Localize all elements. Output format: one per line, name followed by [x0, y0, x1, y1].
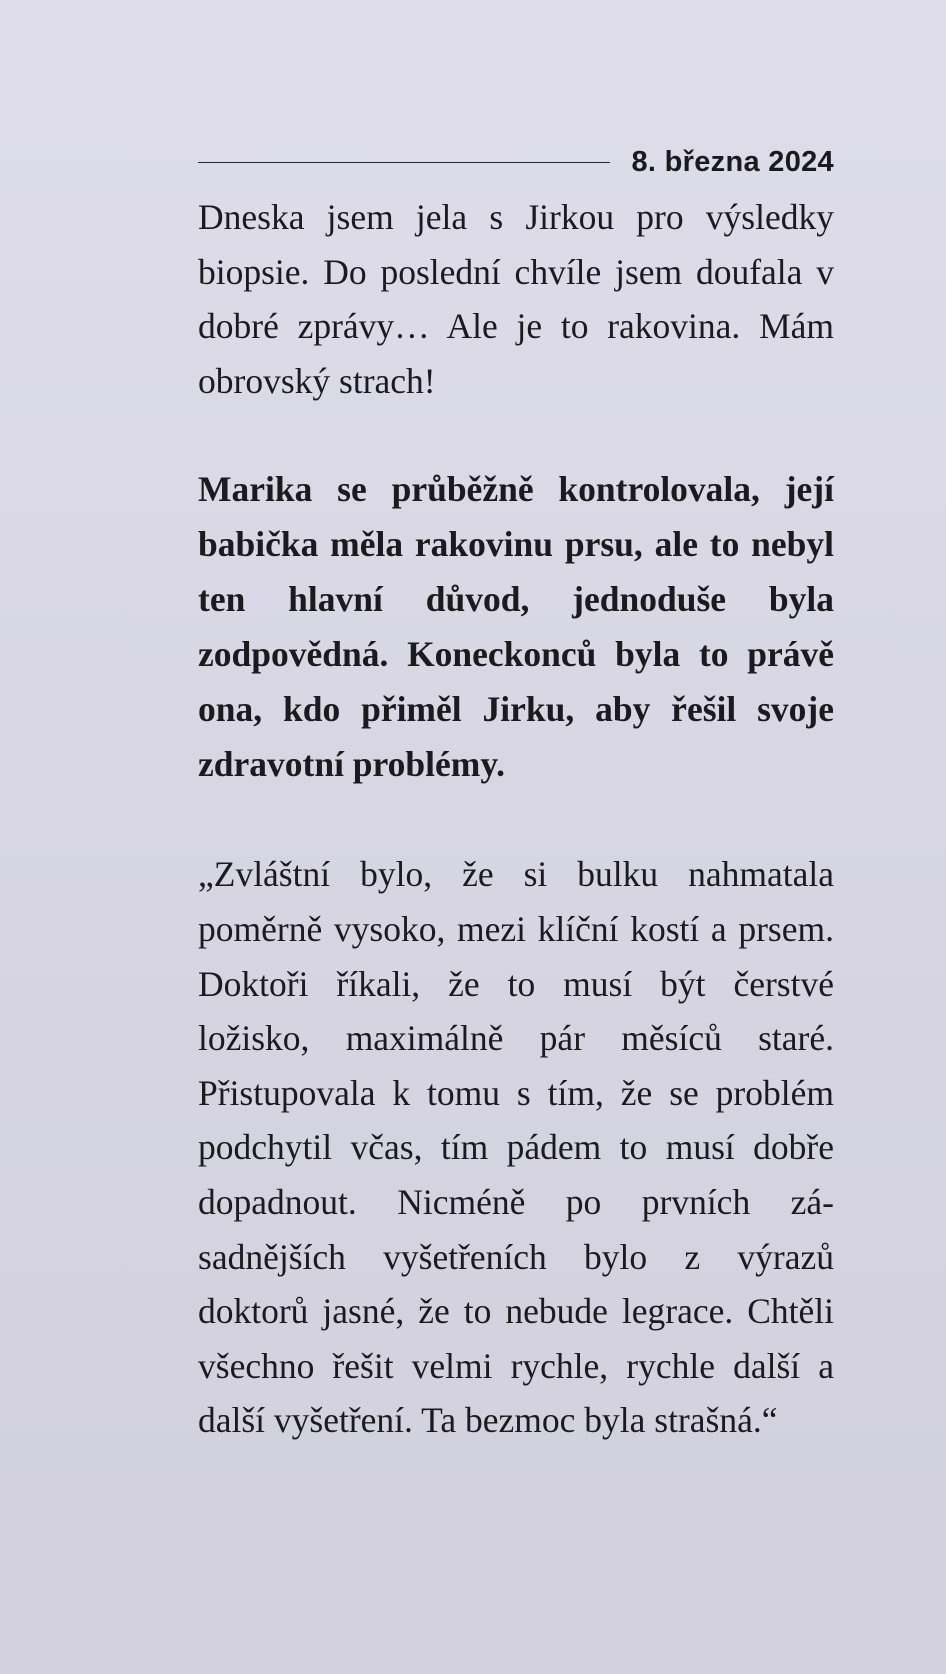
quote-paragraph: „Zvláštní bylo, že si bulku nahmatala poměrně vysoko, mezi klíční kostí a prsem. Doktoři říkali, že to musí být čerstvé ložisko, maximálně pár měsíců staré. Přistupovala k tomu s tím, že se problém podchytil včas, tím pádem to musí dobře dopadnout. Nicméně po prvních zásadnějších vyšetřeních bylo z výrazů doktorů jasné, že to nebude legrace. Chtěli všechno řešit velmi rychle, rychle další a další vyšetření. Ta bezmoc byla strašná.“	[198, 854, 834, 1441]
entry-date: 8. března 2024	[631, 145, 834, 178]
article-page	[198, 138, 834, 1448]
date-divider-line	[198, 162, 610, 163]
date-header	[198, 138, 834, 186]
lead-paragraph: Marika se průběžně kontrolovala, její babička měla rakovinu prsu, ale to nebyl ten hlavní důvod, jednoduše byla zodpovědná. Koneckonců byla to právě ona, kdo přiměl Jirku, aby řešil svoje zdravotní problémy.	[198, 469, 834, 785]
diary-entry-text: Dneska jsem jela s Jirkou pro výsledky biopsie. Do poslední chvíle jsem doufala v dobré zprávy… Ale je to rakovina. Mám obrovský strach!	[198, 197, 834, 401]
